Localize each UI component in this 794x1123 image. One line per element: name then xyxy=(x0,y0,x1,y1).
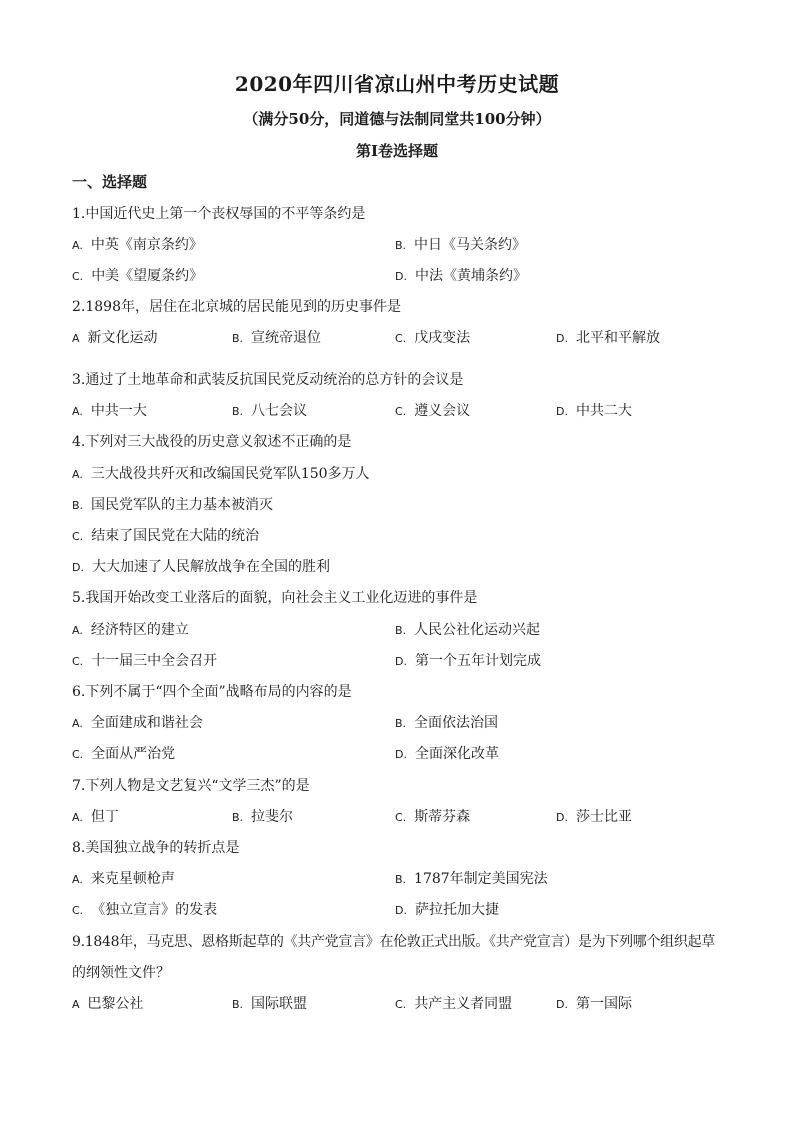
question-5-options-row-1 xyxy=(72,619,732,641)
option-c[interactable]: C. 十一届三中全会召开 xyxy=(72,653,218,669)
option-b[interactable]: B. 国际联盟 xyxy=(232,996,308,1012)
option-b[interactable]: B. 八七会议 xyxy=(232,403,308,419)
question-2-stem: 2.1898年，居住在北京城的居民能见到的历史事件是 xyxy=(72,299,401,315)
question-5-stem: 5.我国开始改变工业落后的面貌，向社会主义工业化迈进的事件是 xyxy=(72,590,478,606)
option-c[interactable]: C. 中美《望厦条约》 xyxy=(72,268,204,284)
question-8-options-row-1 xyxy=(72,868,732,890)
question-6-stem: 6.下列不属于“四个全面”战略布局的内容的是 xyxy=(72,684,352,700)
option-d[interactable]: D. 中法《黄埔条约》 xyxy=(395,268,527,284)
option-c[interactable]: C. 共产主义者同盟 xyxy=(395,996,513,1012)
option-a[interactable]: A. 全面建成和谐社会 xyxy=(72,715,203,731)
option-c[interactable]: C. 《独立宣言》的发表 xyxy=(72,902,218,918)
question-7-stem: 7.下列人物是文艺复兴“文学三杰”的是 xyxy=(72,778,310,794)
option-d[interactable]: D. 第一个五年计划完成 xyxy=(395,653,541,669)
question-5-options-row-2 xyxy=(72,650,732,672)
question-8-stem: 8.美国独立战争的转折点是 xyxy=(72,840,240,856)
question-1-options-row-2 xyxy=(72,265,732,287)
option-d[interactable]: D. 全面深化改革 xyxy=(395,746,499,762)
section-heading: 一、选择题 xyxy=(72,173,148,191)
question-3-options xyxy=(72,400,732,422)
question-4-option-b-row xyxy=(72,494,732,516)
option-b[interactable]: B. 人民公社化运动兴起 xyxy=(395,622,541,638)
option-d[interactable]: D. 莎士比亚 xyxy=(556,809,632,825)
option-d[interactable]: D. 中共二大 xyxy=(556,403,632,419)
question-4-stem: 4.下列对三大战役的历史意义叙述不正确的是 xyxy=(72,434,352,450)
option-d[interactable]: D. 第一国际 xyxy=(556,996,632,1012)
option-c[interactable]: C. 遵义会议 xyxy=(395,403,471,419)
option-a[interactable]: A. 中英《南京条约》 xyxy=(72,237,203,253)
question-4-option-d-row xyxy=(72,556,732,578)
option-d[interactable]: D. 大大加速了人民解放战争在全国的胜利 xyxy=(72,559,330,575)
option-a[interactable]: A. 中共一大 xyxy=(72,403,147,419)
question-4-option-c-row xyxy=(72,525,732,547)
question-6-options-row-2 xyxy=(72,743,732,765)
option-d[interactable]: D. 萨拉托加大捷 xyxy=(395,902,499,918)
question-3-stem: 3.通过了土地革命和武装反抗国民党反动统治的总方针的会议是 xyxy=(72,372,464,388)
question-2-options xyxy=(72,327,732,349)
option-b[interactable]: B. 全面依法治国 xyxy=(395,715,499,731)
question-9-options xyxy=(72,993,732,1015)
question-8-options-row-2 xyxy=(72,899,732,921)
option-b[interactable]: B. 中日《马关条约》 xyxy=(395,237,527,253)
question-6-options-row-1 xyxy=(72,712,732,734)
option-b[interactable]: B. 拉斐尔 xyxy=(232,809,294,825)
option-a[interactable]: A. 经济特区的建立 xyxy=(72,622,189,638)
option-b[interactable]: B. 宣统帝退位 xyxy=(232,330,322,346)
option-c[interactable]: C. 戊戌变法 xyxy=(395,330,471,346)
option-a[interactable]: A. 来克星顿枪声 xyxy=(72,871,175,887)
option-b[interactable]: B. 国民党军队的主力基本被消灭 xyxy=(72,497,274,513)
question-9-stem: 9.1848年，马克思、恩格斯起草的《共产党宣言》在伦敦正式出版。《共产党宣言）是为下列哪个组织起草 xyxy=(72,934,715,950)
question-4-option-a-row xyxy=(72,463,732,485)
page-title: 2020年四川省凉山州中考历史试题 xyxy=(234,72,560,96)
option-a[interactable]: A. 但丁 xyxy=(72,809,119,825)
option-b[interactable]: B. 1787年制定美国宪法 xyxy=(395,871,548,887)
option-c[interactable]: C. 结束了国民党在大陆的统治 xyxy=(72,528,260,544)
question-1-options-row-1 xyxy=(72,234,732,256)
option-c[interactable]: C. 斯蒂芬森 xyxy=(395,809,471,825)
option-a[interactable]: A 新文化运动 xyxy=(72,330,158,346)
option-d[interactable]: D. 北平和平解放 xyxy=(556,330,660,346)
option-a[interactable]: A 巴黎公社 xyxy=(72,996,144,1012)
question-9-stem-continued: 的纲领性文件？ xyxy=(72,965,170,981)
option-c[interactable]: C. 全面从严治党 xyxy=(72,746,176,762)
question-1-stem: 1.中国近代史上第一个丧权辱国的不平等条约是 xyxy=(72,206,366,222)
option-a[interactable]: A. 三大战役共歼灭和改编国民党军队150多万人 xyxy=(72,466,370,482)
volume-heading: 第Ⅰ卷选择题 xyxy=(355,142,439,160)
exam-subtitle: （满分50分，同道德与法制同堂共100分钟） xyxy=(243,110,551,128)
question-7-options xyxy=(72,806,732,828)
